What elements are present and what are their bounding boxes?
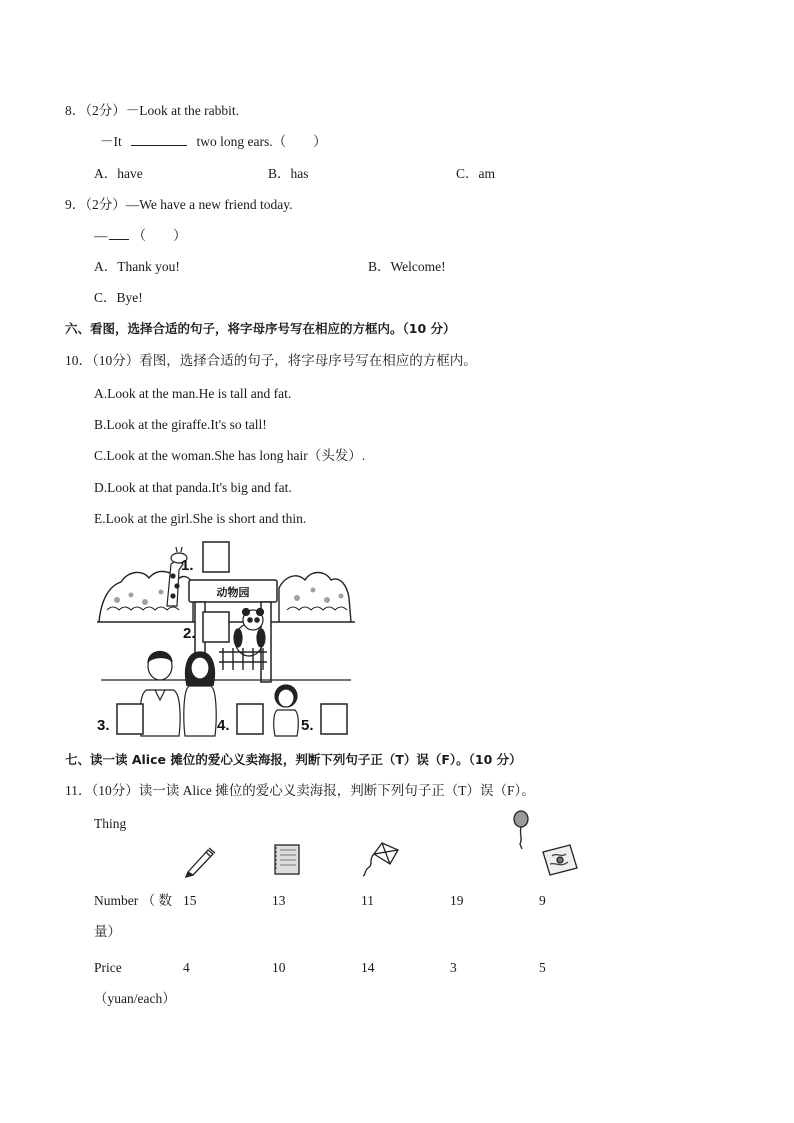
number-notebook: 13 (272, 893, 286, 908)
panda-icon (234, 609, 265, 657)
box-label-3: 3. (97, 717, 110, 734)
q8-line2-post: two long ears.（ ） (196, 134, 327, 149)
box-label-2: 2. (183, 625, 196, 642)
price-label-1: Price (94, 960, 122, 975)
q10-sentence-c: C.Look at the woman.She has long hair（头发）. (94, 448, 366, 463)
q9-option-b[interactable]: B．Welcome! (368, 259, 446, 274)
box-label-4: 4. (217, 717, 230, 734)
q9-answer-blank[interactable] (109, 227, 129, 240)
answer-box-3[interactable] (117, 704, 143, 734)
balloon-icon (510, 810, 532, 850)
q11-stem: 11．（10分）读一读 Alice 摊位的爱心义卖海报，判断下列句子正（T）误（F）。 (65, 783, 535, 798)
q9-line2-pre: — (94, 228, 108, 243)
zoo-picture (97, 540, 355, 738)
woman-icon (184, 652, 216, 736)
q10-sentence-a: A.Look at the man.He is tall and fat. (94, 386, 292, 401)
price-balloon: 3 (450, 960, 457, 975)
price-kite: 14 (361, 960, 375, 975)
section7-heading: 七、读一读 Alice 摊位的爱心义卖海报，判断下列句子正（T）误（F）。（10 分） (65, 752, 522, 767)
number-label-1: Number （ 数 (94, 893, 172, 908)
q9-option-a[interactable]: A．Thank you! (94, 259, 180, 274)
pen-icon (182, 842, 218, 878)
thing-label: Thing (94, 816, 127, 831)
zoo-gate-sign: 动物园 (216, 586, 250, 599)
box-label-5: 5. (301, 717, 314, 734)
box-label-1: 1. (181, 557, 194, 574)
q10-sentence-e: E.Look at the girl.She is short and thin. (94, 511, 307, 526)
section6-heading: 六、看图，选择合适的句子，将字母序号写在相应的方框内。（10 分） (65, 321, 456, 336)
q9-line2 (94, 227, 187, 245)
number-map: 9 (539, 893, 546, 908)
q8-option-c[interactable]: C．am (456, 166, 495, 181)
number-label-2: 量） (94, 924, 121, 939)
fence (219, 648, 267, 670)
kite-icon (360, 840, 406, 878)
price-label-2: （yuan/each） (94, 991, 176, 1006)
q8-line2-pre: －It (100, 134, 122, 149)
q8-line2 (100, 133, 327, 151)
man-icon (140, 652, 180, 737)
answer-box-2[interactable] (203, 612, 229, 642)
number-kite: 11 (361, 893, 374, 908)
answer-box-4[interactable] (237, 704, 263, 734)
q9-stem: 9．（2分）—We have a new friend today. (65, 197, 293, 212)
q10-sentence-b: B.Look at the giraffe.It's so tall! (94, 417, 267, 432)
q9-option-c[interactable]: C．Bye! (94, 290, 143, 305)
q10-stem: 10．（10分）看图，选择合适的句子，将字母序号写在相应的方框内。 (65, 353, 477, 368)
number-balloon: 19 (450, 893, 464, 908)
price-map: 5 (539, 960, 546, 975)
q8-option-a[interactable]: A．have (94, 166, 143, 181)
notebook-icon (272, 842, 304, 876)
price-notebook: 10 (272, 960, 286, 975)
girl-icon (274, 685, 299, 736)
q8-option-b[interactable]: B．has (268, 166, 309, 181)
number-pen: 15 (183, 893, 197, 908)
q9-line2-post: （ ） (132, 228, 187, 243)
map-icon (540, 842, 580, 878)
price-pen: 4 (183, 960, 190, 975)
q10-sentence-d: D.Look at that panda.It's big and fat. (94, 480, 292, 495)
answer-box-5[interactable] (321, 704, 347, 734)
q8-stem: 8．（2分）－Look at the rabbit. (65, 103, 239, 118)
answer-box-1[interactable] (203, 542, 229, 572)
q8-answer-blank[interactable] (131, 133, 187, 146)
